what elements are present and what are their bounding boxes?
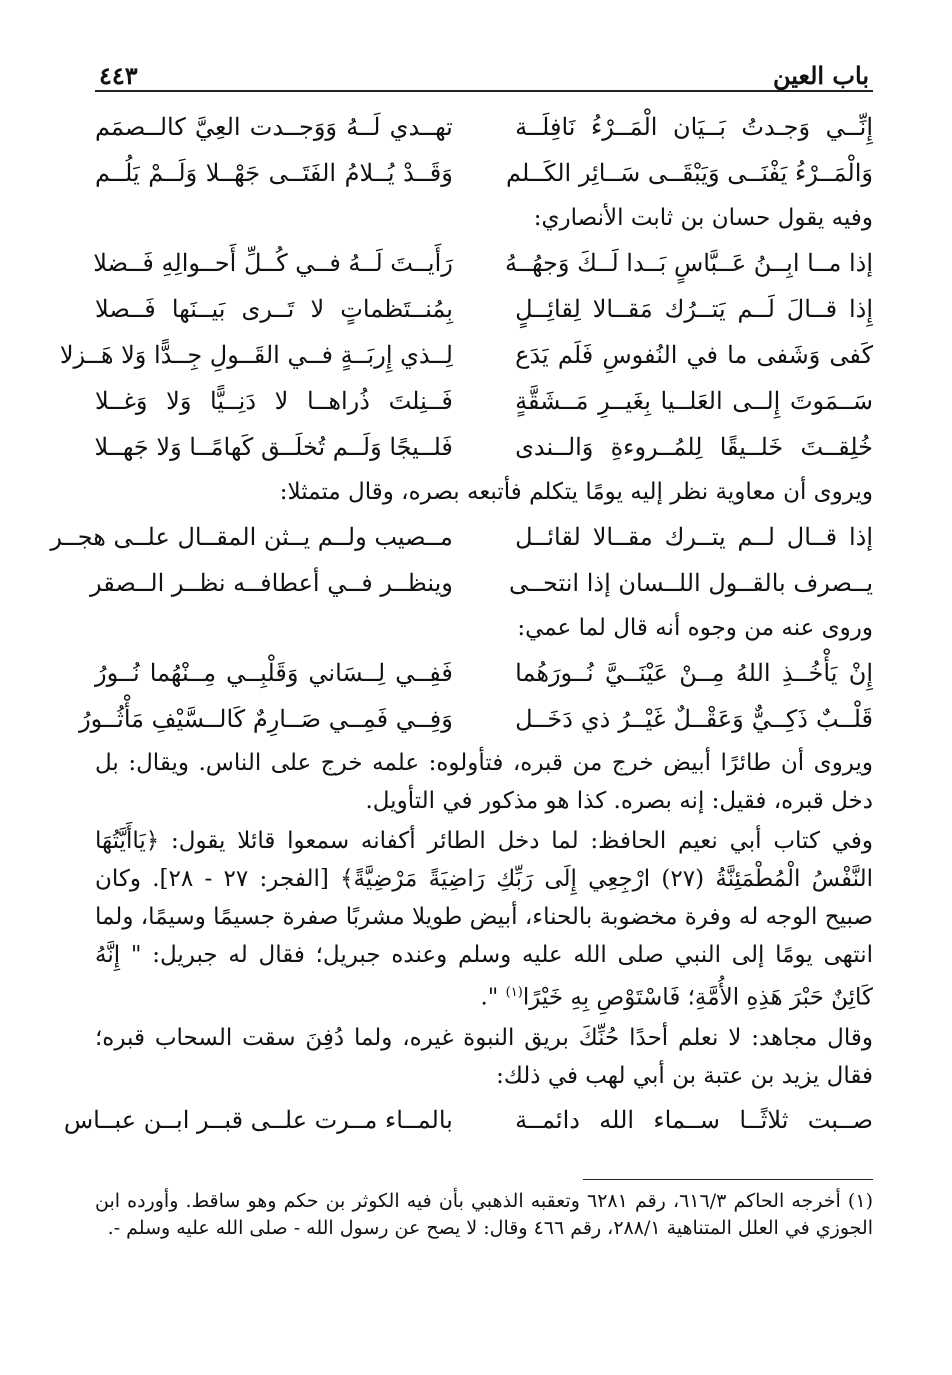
second-hemistich: بالمــاء مــرت علــى قبــر ابــن عبــاس (63, 1105, 453, 1134)
poem1-verse-2 (95, 150, 873, 196)
first-hemistich: إِذا قــالَ لَــم يَتــرُك مَقــالا لِقائِــلٍ (515, 295, 873, 323)
poem5-verse-1 (63, 1097, 873, 1143)
footnote-separator (583, 1179, 873, 1180)
poem4-verse-2 (79, 696, 873, 742)
paragraph-abu-nuaym-end: ". (480, 984, 506, 1011)
paragraph-abu-nuaym-text: وفي كتاب أبي نعيم الحافظ: لما دخل الطائر أكفانه سمعوا قائلا يقول: ﴿يَاأَيَّتُهَا النَّفْسُ الْمُطْمَئِنَّةُ (٢٧) ارْجِعِي إِلَى رَبِّكِ رَاضِيَةً مَرْضِيَّةً﴾ [الفجر: ٢٧ - ٢٨]. وكان صبيح الوجه له وفرة مخضوبة بالحناء، أبيض طويلا مشربًا صفرة جسيمًا وسيمًا، ولما انتهى يومًا إلى النبي صلى الله عليه وسلم وعنده جبريل؛ فقال له جبريل: " إِنَّهُ كَائِنٌ حَبْرَ هَذِهِ الأُمَّةِ؛ فَاسْتَوْصِ بِهِ خَيْرًا (95, 828, 873, 1011)
poem2-verse-4 (95, 378, 873, 424)
intro-hassan: وفيه يقول حسان بن ثابت الأنصاري: (533, 205, 873, 231)
paragraph-mujahid: وقال مجاهد: لا نعلم أحدًا حُنِّكَ بريق النبوة غيره، ولما دُفِنَ سقت السحاب قبره؛ فقال يزيد بن عتبة بن أبي لهب في ذلك: (95, 1024, 873, 1089)
paragraph-abu-nuaym (95, 822, 873, 1017)
first-hemistich: إذا قــال لــم يتــرك مقــالا لقائــل (515, 523, 873, 551)
poem1-verse-1 (95, 104, 873, 150)
second-hemistich: بِمُنــتَظماتٍ لا تَــرى بَيــنَها فَــصلا (95, 295, 453, 323)
first-hemistich: صــبت ثلاثًــا ســماء الله دائمــة (515, 1105, 873, 1134)
second-hemistich: وينظــر فــي أعطافــه نظــر الــصقر (90, 569, 453, 597)
second-hemistich: وَفِــي فَمِــي صَــارِمٌ كَالــسَّيْفِ مَأْثُــورُ (79, 705, 453, 733)
second-hemistich: لِــذي إِربَــةٍ فــي القَــولِ جِــدًّا وَلا هَــزلا (59, 341, 453, 369)
first-hemistich: يــصرف بالقــول اللــسان إذا انتحــى (508, 569, 873, 597)
second-hemistich: فَلــيجًا وَلَــم تُخلَــق كَهامًــا وَلا جَهــلا (94, 433, 453, 461)
first-hemistich: إذا مــا ابِــنُ عَــبَّاسٍ بَــدا لَــكَ وَجهُــهُ (505, 249, 873, 277)
first-hemistich: خُلِقــتَ خَلــيقًا لِلمُــروءةِ وَالــندى (515, 433, 873, 461)
poem2-verse-5 (95, 424, 873, 470)
poem2-verse-1 (95, 240, 873, 286)
page-header (95, 38, 873, 92)
second-hemistich: فَفِــي لِــسَاني وَقَلْبِــي مِــنْهُما نُــورُ (95, 659, 453, 687)
footnote: (١) أخرجه الحاكم ٦١٦/٣، رقم ٦٢٨١ وتعقبه الذهبي بأن فيه الكوثر بن حكم وهو ساقط. وأورده ابن الجوزي في العلل المتناهية ٢٨٨/١، رقم ٤٦٦ وقال: لا يصح عن رسول الله - صلى الله عليه وسلم -. (95, 1189, 873, 1239)
second-hemistich: وَقَــدْ يُــلامُ الفَتَــى جَهْــلا وَلَــمْ يَلُــم (95, 159, 453, 187)
paragraph-white-bird: ويروى أن طائرًا أبيض خرج من قبره، فتأولوه: علمه خرج على الناس. ويقال: بل دخل قبره، فقيل: إنه بصره. كذا هو مذكور في التأويل. (95, 750, 873, 814)
intro-blindness: وروى عنه من وجوه أنه قال لما عمي: (517, 615, 873, 641)
intro-muawiya: ويروى أن معاوية نظر إليه يومًا يتكلم فأتبعه بصره، وقال متمثلا: (279, 479, 873, 505)
chapter-title: باب العين (772, 61, 869, 90)
book-page (50, 38, 873, 1261)
poem2-verse-2 (95, 286, 873, 332)
second-hemistich: تهــدي لَــهُ وَوَجــدت العِيَّ كالــصمَم (95, 113, 453, 141)
first-hemistich: قَلْــبٌ ذَكِــيٌّ وَعَقْــلٌ غَيْــرُ ذي دَخَــل (515, 705, 873, 733)
poem2-verse-3 (59, 332, 873, 378)
poem4-verse-1 (95, 650, 873, 696)
footnote-reference[interactable]: (١) (505, 985, 523, 1000)
first-hemistich: إِنِّــي وَجـدتُ بَــيَان الْمَــرْءُ نَافِلَــة (515, 113, 873, 141)
second-hemistich: فَــنِلتَ ذُراهــا لا دَنِــيًّا وَلا وَغــلا (95, 387, 453, 415)
first-hemistich: سَــمَوتَ إِلــى العَلــيا بِغَيــرِ مَــشَقَّةٍ (515, 387, 873, 415)
poem3-verse-1 (50, 514, 873, 560)
poem3-verse-2 (90, 560, 873, 606)
page-number: ٤٤٣ (99, 61, 138, 90)
second-hemistich: رَأَيــتَ لَــهُ فــي كُــلِّ أَحــوالِهِ فَــضلا (93, 249, 453, 277)
first-hemistich: وَالْمَــرْءُ يَفْنَــى وَيَبْقَــى سَــائِر الكَــلم (505, 159, 873, 187)
first-hemistich: إِنْ يَأْخُــذِ اللهُ مِــنْ عَيْنَــيَّ نُــورَهُما (515, 659, 873, 687)
second-hemistich: مــصيب ولــم يــثن المقــال علــى هجــر (50, 523, 453, 551)
first-hemistich: كَفى وَشَفى ما في النُفوسِ فَلَم يَدَع (515, 341, 873, 369)
